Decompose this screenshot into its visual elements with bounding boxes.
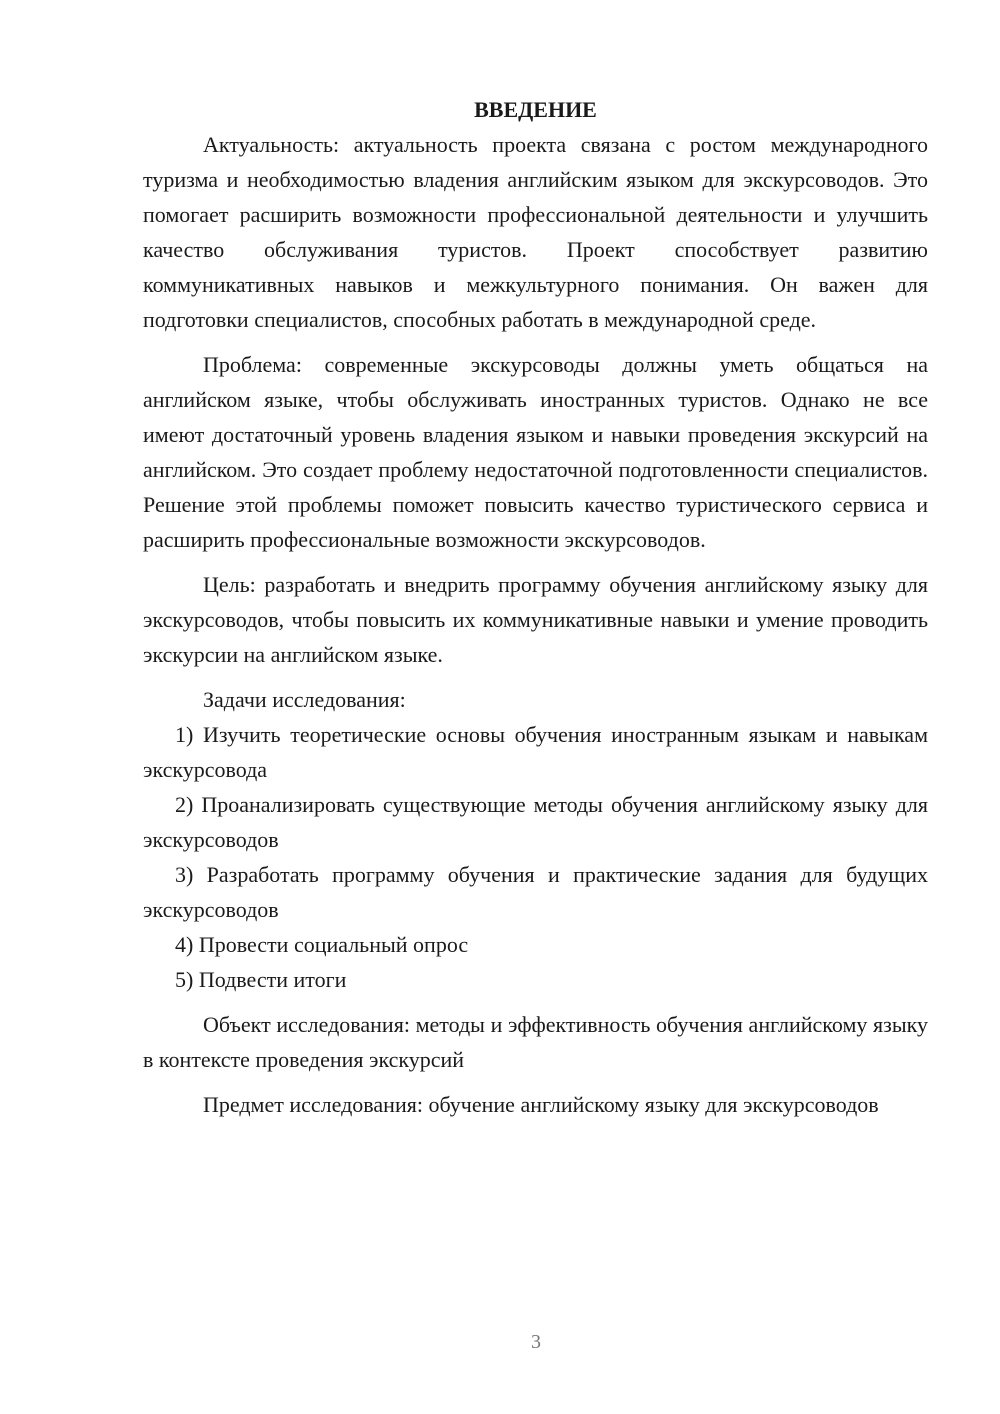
- relevance-paragraph: Актуальность: актуальность проекта связана с ростом международного туризма и необходимостью владения английским языком для экскурсоводов. Это помогает расширить возможности профессиональной деятельности и улучшить качество обслуживания туристов. Проект способствует развитию коммуникативных навыков и межкультурного понимания. Он важен для подготовки специалистов, способных работать в международной среде.: [143, 132, 928, 332]
- problem-paragraph: Проблема: современные экскурсоводы должны уметь общаться на английском языке, чтобы обслуживать иностранных туристов. Однако не все имеют достаточный уровень владения языком и навыки проведения экскурсий на английском. Это создает проблему недостаточной подготовленности специалистов. Решение этой проблемы поможет повысить качество туристического сервиса и расширить профессиональные возможности экскурсоводов.: [143, 352, 928, 552]
- document-page: [143, 90, 928, 1122]
- list-item: 5) Подвести итоги: [175, 967, 347, 992]
- tasks-list: [143, 717, 928, 997]
- page-number: 3: [531, 1331, 541, 1353]
- goal-paragraph: Цель: разработать и внедрить программу обучения английскому языку для экскурсоводов, чтобы повысить их коммуникативные навыки и умение проводить экскурсии на английском языке.: [143, 572, 928, 667]
- list-item: 1) Изучить теоретические основы обучения иностранным языкам и навыкам экскурсовода: [143, 722, 928, 782]
- list-item: 4) Провести социальный опрос: [175, 932, 469, 957]
- tasks-heading: Задачи исследования:: [203, 687, 406, 712]
- object-paragraph: Объект исследования: методы и эффективность обучения английскому языку в контексте проведения экскурсий: [143, 1012, 928, 1072]
- list-item: 2) Проанализировать существующие методы обучения английскому языку для экскурсоводов: [143, 792, 928, 852]
- page-title: ВВЕДЕНИЕ: [474, 97, 597, 122]
- list-item: 3) Разработать программу обучения и практические задания для будущих экскурсоводов: [143, 862, 928, 922]
- subject-paragraph: Предмет исследования: обучение английскому языку для экскурсоводов: [203, 1092, 879, 1117]
